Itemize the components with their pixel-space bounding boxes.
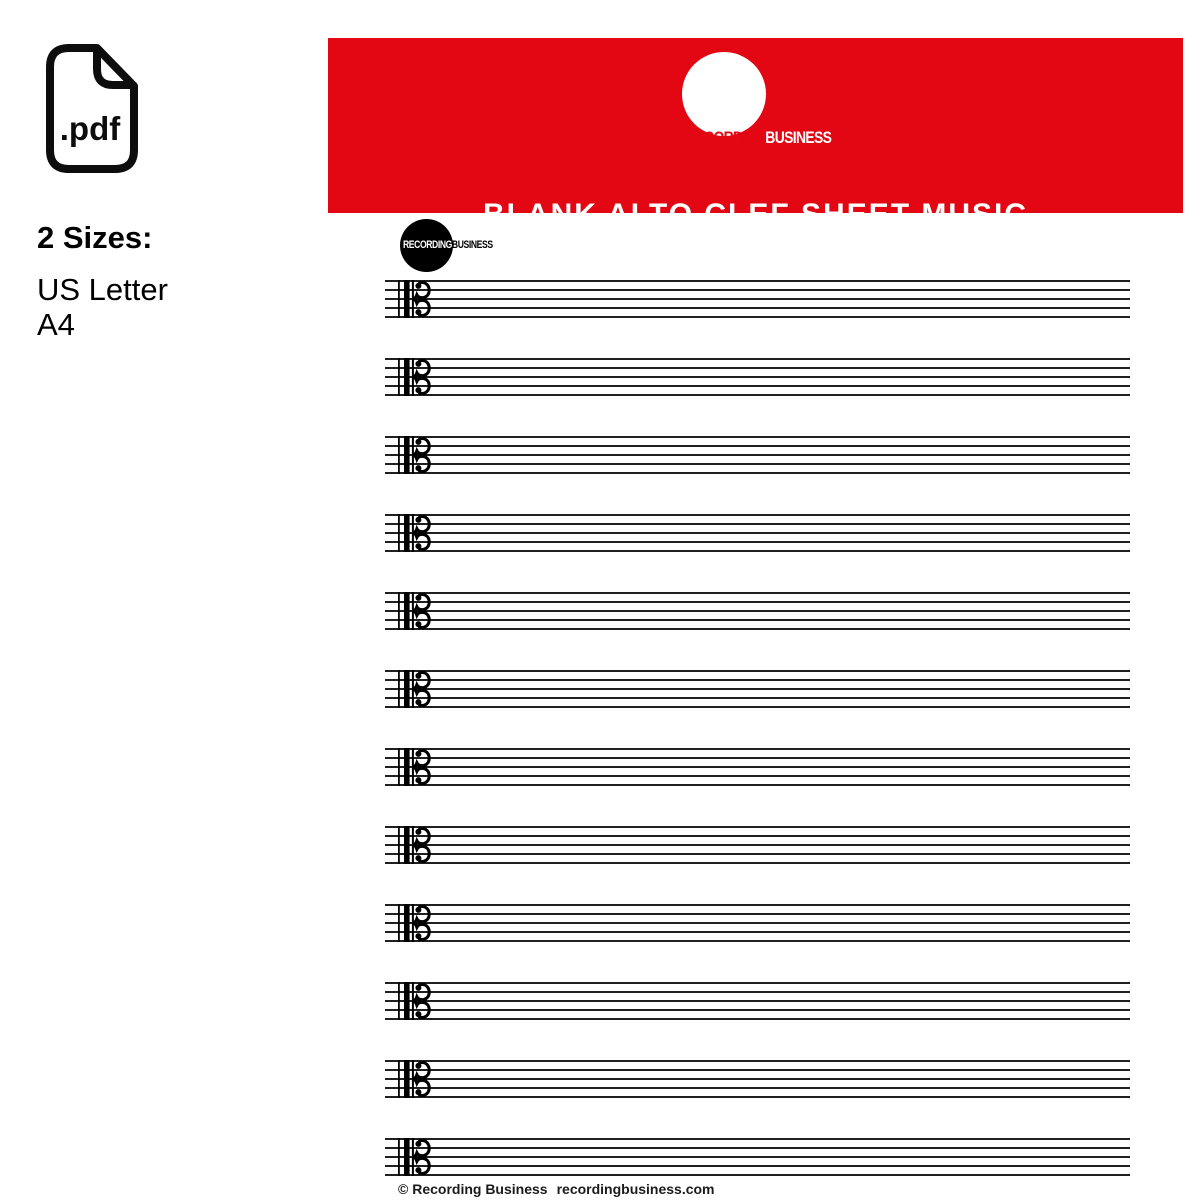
staff-barline (398, 982, 400, 1020)
staff-barline (398, 1060, 400, 1098)
staff-row (385, 433, 1130, 477)
staff-barline (398, 1138, 400, 1176)
staff-barline (398, 280, 400, 318)
staff-row (385, 1057, 1130, 1101)
staff-barline (398, 670, 400, 708)
staff-lines (385, 511, 1130, 555)
sizes-block (37, 220, 168, 342)
staff-row (385, 901, 1130, 945)
staff-barline (398, 358, 400, 396)
staff-lines (385, 277, 1130, 321)
banner-logo-word1: RECORDING (686, 128, 766, 147)
recording-business-logo (682, 52, 766, 136)
sheet-logo-wordmark (403, 239, 493, 251)
sheet-logo-word1: RECORDING (403, 239, 452, 251)
sheet-logo (400, 219, 700, 272)
staff-barline (398, 748, 400, 786)
staff-barline (398, 826, 400, 864)
page-title: BLANK ALTO CLEF SHEET MUSIC (482, 198, 1029, 231)
banner-logo-word2: BUSINESS (765, 128, 832, 147)
title-banner (328, 38, 1183, 231)
staff-row (385, 589, 1130, 633)
staff-lines (385, 745, 1130, 789)
staff-row (385, 745, 1130, 789)
footer-copyright: © Recording Business (398, 1181, 548, 1197)
footer-website: recordingbusiness.com (556, 1181, 715, 1197)
sizes-heading: 2 Sizes: (37, 220, 153, 255)
staff-barline (398, 592, 400, 630)
staff-row (385, 277, 1130, 321)
size-option-a4: A4 (37, 307, 75, 342)
staff-lines (385, 901, 1130, 945)
sheet-logo-word2: BUSINESS (451, 239, 493, 251)
staff-row (385, 667, 1130, 711)
staff-barline (398, 904, 400, 942)
pdf-extension-label: .pdf (59, 110, 121, 147)
staff-lines (385, 589, 1130, 633)
staff-barline (398, 514, 400, 552)
staff-lines (385, 1135, 1130, 1179)
staff-row (385, 823, 1130, 867)
staff-lines (385, 667, 1130, 711)
staff-lines (385, 355, 1130, 399)
staff-row (385, 979, 1130, 1023)
staff-barline (398, 436, 400, 474)
banner-logo-wordmark (686, 128, 831, 148)
staff-lines (385, 979, 1130, 1023)
staff-lines (385, 1057, 1130, 1101)
staff-row (385, 355, 1130, 399)
staff-lines (385, 433, 1130, 477)
staff-row (385, 511, 1130, 555)
size-option-us-letter: US Letter (37, 272, 168, 307)
staff-lines (385, 823, 1130, 867)
sheet-footer (398, 1181, 715, 1197)
staff-row (385, 1135, 1130, 1179)
pdf-file-icon (37, 40, 147, 177)
